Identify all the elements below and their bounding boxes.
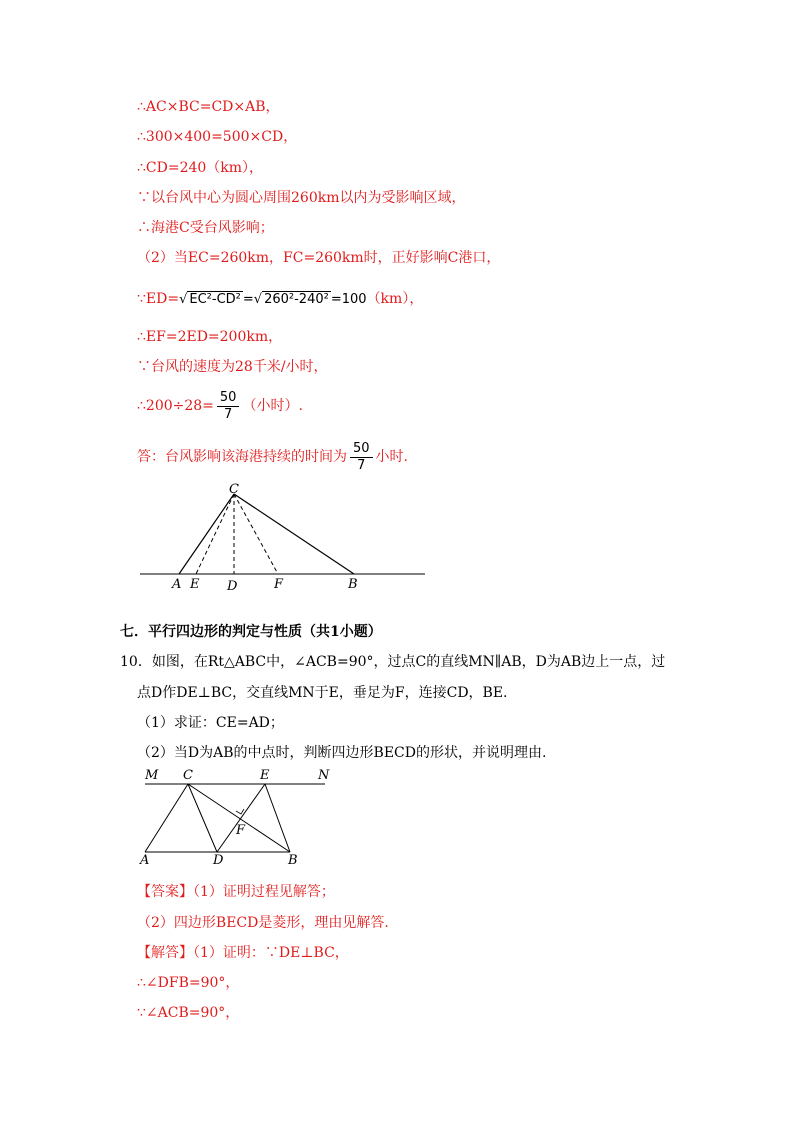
label-A: A — [172, 577, 182, 592]
parallelogram-figure — [135, 765, 335, 870]
solution-tag: 【解答】 — [137, 945, 193, 961]
solution-line — [137, 943, 349, 963]
label-D: D — [227, 579, 238, 594]
label-D: D — [213, 853, 224, 868]
segment-EB — [265, 784, 290, 852]
solution-line: ∵∠ACB=90°， — [137, 1005, 240, 1021]
label-C: C — [183, 768, 193, 783]
solution-line: ∴CD=240（km）， — [137, 160, 264, 176]
segment-AC — [145, 784, 188, 852]
solution-line: ∴300×400=500×CD， — [137, 129, 298, 145]
question-1: （1）求证：CE=AD； — [137, 715, 284, 731]
label-B: B — [348, 577, 358, 592]
label-E: E — [190, 577, 200, 592]
fraction-line — [137, 386, 303, 426]
answer-suffix: 小时. — [375, 449, 408, 465]
segment-CE — [196, 494, 234, 574]
solution-line: ∴∠DFB=90°， — [137, 975, 240, 991]
answer-tag: 【答案】 — [137, 884, 193, 900]
segment-DE — [217, 784, 265, 852]
answer-line — [137, 882, 335, 902]
solution-line: ∵以台风中心为圆心周围260km以内为受影响区域， — [137, 190, 466, 206]
eq-prefix: ∵ED= — [137, 291, 180, 307]
div-suffix: （小时）. — [242, 398, 303, 414]
answer-line — [137, 437, 408, 477]
label-M: M — [145, 768, 159, 783]
radical-1: EC²-CD² — [189, 292, 241, 307]
answer-prefix: 答：台风影响该海港持续的时间为 — [137, 449, 347, 465]
typhoon-figure — [130, 480, 440, 595]
solution-line: ∴海港C受台风影响； — [137, 220, 274, 236]
label-E: E — [260, 768, 270, 783]
segment-CF — [234, 494, 278, 574]
eq-sign: = — [242, 292, 254, 307]
problem-text: 10．如图，在Rt△ABC中，∠ACB=90°，过点C的直线MN∥AB，D为AB边上一点，过 — [120, 654, 666, 670]
solution-text: （1）证明：∵DE⊥BC， — [193, 945, 349, 961]
eq-unit: （km）， — [366, 291, 424, 307]
segment-CA — [179, 494, 234, 574]
label-B: B — [288, 853, 298, 868]
label-C: C — [229, 482, 239, 497]
radical-2: 260²-240² — [264, 292, 329, 307]
label-F: F — [274, 577, 284, 592]
solution-line: （2）当EC=260km，FC=260km时，正好影响C港口， — [137, 250, 501, 266]
radical-equation: ∵ED=√ EC²-CD² =√ 260²-240² =100（km）， — [137, 291, 424, 307]
segment-CB — [234, 494, 354, 574]
problem-text: 点D作DE⊥BC，交直线MN于E，垂足为F，连接CD，BE. — [137, 685, 508, 701]
fraction: $\frac{50}{7}$ — [350, 441, 373, 474]
segment-CB — [188, 784, 290, 852]
answer-line: （2）四边形BECD是菱形，理由见解答. — [137, 915, 389, 931]
label-N: N — [318, 768, 330, 783]
section-heading: 七．平行四边形的判定与性质（共1小题） — [120, 624, 382, 640]
eq-result: =100 — [330, 292, 367, 307]
solution-line: ∴AC×BC=CD×AB， — [137, 99, 280, 115]
answer-text: （1）证明过程见解答； — [193, 884, 335, 900]
solution-line: ∵台风的速度为28千米/小时， — [137, 359, 328, 375]
solution-line: ∴EF=2ED=200km， — [137, 329, 283, 345]
right-angle-mark — [236, 809, 244, 814]
div-prefix: ∴200÷28= — [137, 398, 214, 414]
label-A: A — [140, 853, 150, 868]
label-F: F — [236, 823, 246, 838]
question-2: （2）当D为AB的中点时，判断四边形BECD的形状，并说明理由. — [137, 745, 547, 761]
fraction: $\frac{50}{7}$ — [217, 390, 240, 423]
